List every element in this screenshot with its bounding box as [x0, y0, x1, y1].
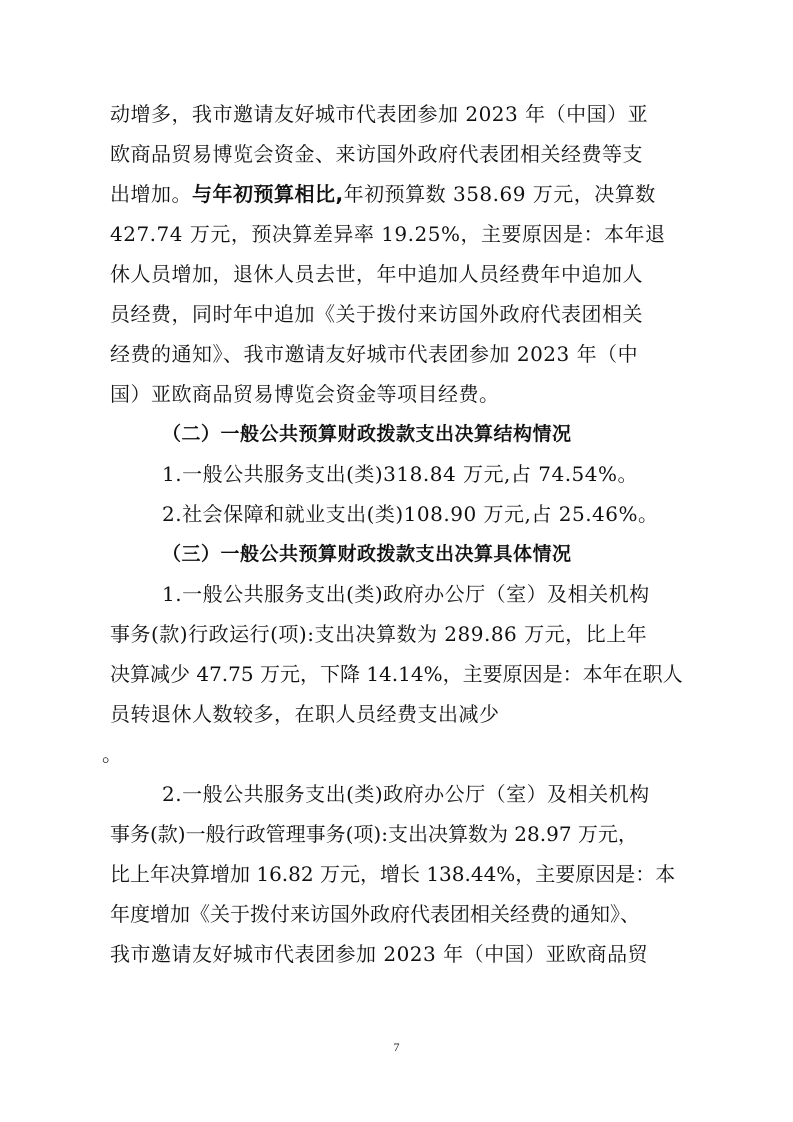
paragraph-line: 决算减少 47.75 万元，下降 14.14%，主要原因是：本年在职人	[110, 662, 683, 686]
paragraph-line: 国）亚欧商品贸易博览会资金等项目经费。	[110, 382, 500, 406]
page-number: 7	[393, 1040, 400, 1054]
paragraph-line: 年度增加《关于拨付来访国外政府代表团相关经费的通知》、	[110, 902, 640, 926]
paragraph-line: 事务(款)一般行政管理事务(项):支出决算数为 28.97 万元，	[110, 822, 638, 846]
paragraph-line: 1.一般公共服务支出(类)政府办公厅（室）及相关机构	[162, 582, 650, 606]
paragraph-line: 员经费，同时年中追加《关于拨付来访国外政府代表团相关	[110, 302, 643, 326]
paragraph-line: 1.一般公共服务支出(类)318.84 万元,占 74.54%。	[162, 462, 638, 486]
document-body	[102, 94, 694, 974]
section-heading: （二）一般公共预算财政拨款支出决算结构情况	[162, 423, 572, 445]
paragraph-line: 欧商品贸易博览会资金、来访国外政府代表团相关经费等支	[110, 142, 643, 166]
paragraph-text: 出增加。	[110, 182, 192, 206]
paragraph-line: 员转退休人数较多，在职人员经费支出减少	[110, 702, 500, 726]
emphasis-text: 与年初预算相比,	[192, 182, 344, 206]
paragraph-line: 427.74 万元，预决算差异率 19.25%，主要原因是：本年退	[110, 222, 666, 246]
paragraph-line: 比上年决算增加 16.82 万元，增长 138.44%，主要原因是：本	[110, 862, 676, 886]
paragraph-line: 休人员增加，退休人员去世，年中追加人员经费年中追加人	[110, 262, 643, 286]
paragraph-line: 2.一般公共服务支出(类)政府办公厅（室）及相关机构	[162, 782, 650, 806]
paragraph-line: 动增多，我市邀请友好城市代表团参加 2023 年（中国）亚	[110, 102, 649, 126]
paragraph-line: 2.社会保障和就业支出(类)108.90 万元,占 25.46%。	[162, 502, 659, 526]
section-heading: （三）一般公共预算财政拨款支出决算具体情况	[162, 543, 572, 565]
paragraph-line: 事务(款)行政运行(项):支出决算数为 289.86 万元，比上年	[110, 622, 648, 646]
paragraph-line: 我市邀请友好城市代表团参加 2023 年（中国）亚欧商品贸	[110, 942, 649, 966]
paragraph-line	[110, 174, 694, 214]
paragraph-line: 经费的通知》、我市邀请友好城市代表团参加 2023 年（中	[110, 342, 639, 366]
paragraph-line: 。	[102, 742, 123, 766]
paragraph-text: 年初预算数 358.69 万元，决算数	[343, 182, 656, 206]
